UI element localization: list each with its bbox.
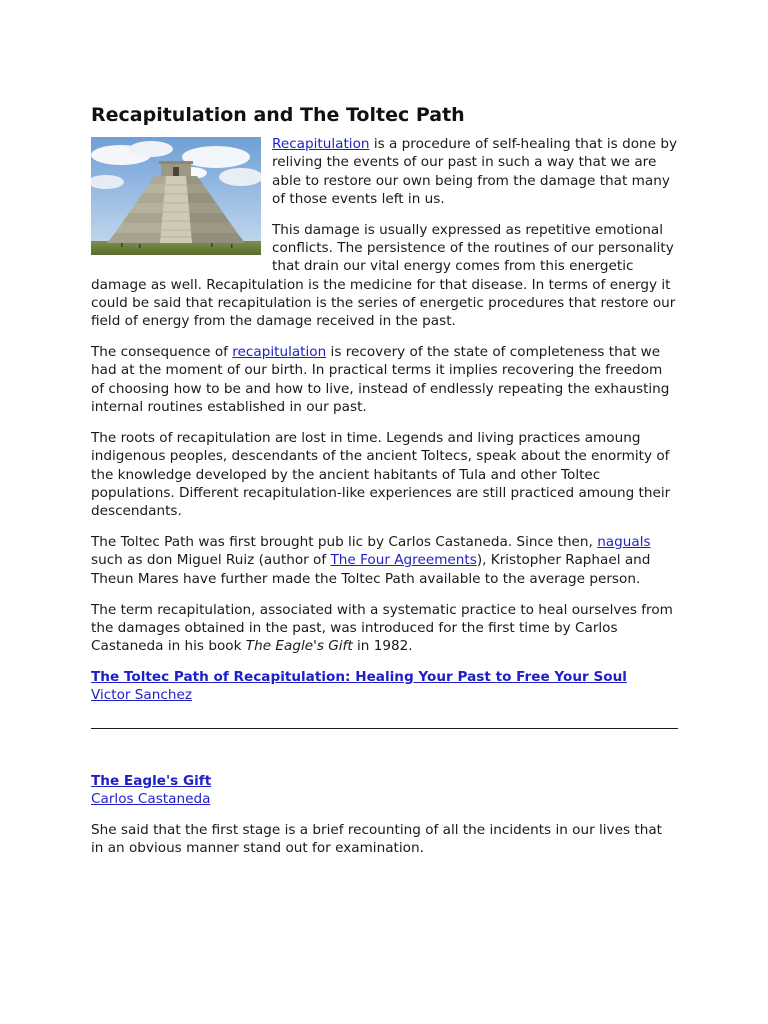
paragraph-toltec-path: The Toltec Path was first brought pub lic by Carlos Castaneda. Since then, naguals such as don Miguel Ruiz (author of The Four Agreements), Kristopher Raphael and Theun Mares have further made the Toltec Path available to the average person. <box>91 534 651 587</box>
castaneda-link[interactable]: Carlos Castaneda <box>91 790 211 807</box>
author-link[interactable]: Victor Sanchez <box>91 687 192 704</box>
paragraph-roots: The roots of recapitulation are lost in time. Legends and living practices amoung indigenous peoples, descendants of the ancient Toltecs, speak about the enormity of the knowledge developed by the ancient habitants of Tula and other Toltec populations. Different recapitulation-like experiences are still practiced amoung their descendants. <box>91 429 671 520</box>
paragraph-quote: She said that the first stage is a brief recounting of all the incidents in our lives that in an obvious manner stand out for examination. <box>91 821 662 857</box>
book-reference-2 <box>91 772 678 809</box>
book-title-italic: The Eagle's Gift <box>245 638 353 655</box>
paragraph-damage: This damage is usually expressed as repetitive emotional conflicts. The persistence of the routines of our personality that drain our vital energy comes from this energetic damage as well. Recapitulation is the medicine for that disease. In terms of energy it could be said that recapitulation is the series of energetic procedures that restore our field of energy from the damage received in the past. <box>91 221 676 330</box>
four-agreements-link[interactable]: The Four Agreements <box>330 552 477 569</box>
recapitulation-link[interactable]: Recapitulation <box>272 136 370 152</box>
article <box>91 102 678 870</box>
page-title: Recapitulation and The Toltec Path <box>91 104 465 126</box>
book-title-link[interactable]: The Toltec Path of Recapitulation: Healing Your Past to Free Your Soul <box>91 668 627 685</box>
eagles-gift-link[interactable]: The Eagle's Gift <box>91 772 212 789</box>
recapitulation-inline-link[interactable]: recapitulation <box>232 344 327 361</box>
naguals-link[interactable]: naguals <box>597 534 651 551</box>
paragraph-term: The term recapitulation, associated with a systematic practice to heal ourselves from the damages obtained in the past, was introduced for the first time by Carlos Castaneda in his book The Eagle's Gift in 1982. <box>91 601 673 655</box>
pyramid-photo <box>91 137 261 255</box>
paragraph-consequence: The consequence of recapitulation is recovery of the state of completeness that we had at the moment of our birth. In practical terms it implies recovering the freedom of choosing how to be and how to live, instead of endlessly repeating the exhausting internal routines established in our past. <box>91 344 670 416</box>
book-reference-1 <box>91 668 678 705</box>
paragraph-intro: Recapitulation is a procedure of self-healing that is done by reliving the events of our past in such a way that we are able to restore our own being from the damage that many of those events left in us. <box>272 136 677 207</box>
